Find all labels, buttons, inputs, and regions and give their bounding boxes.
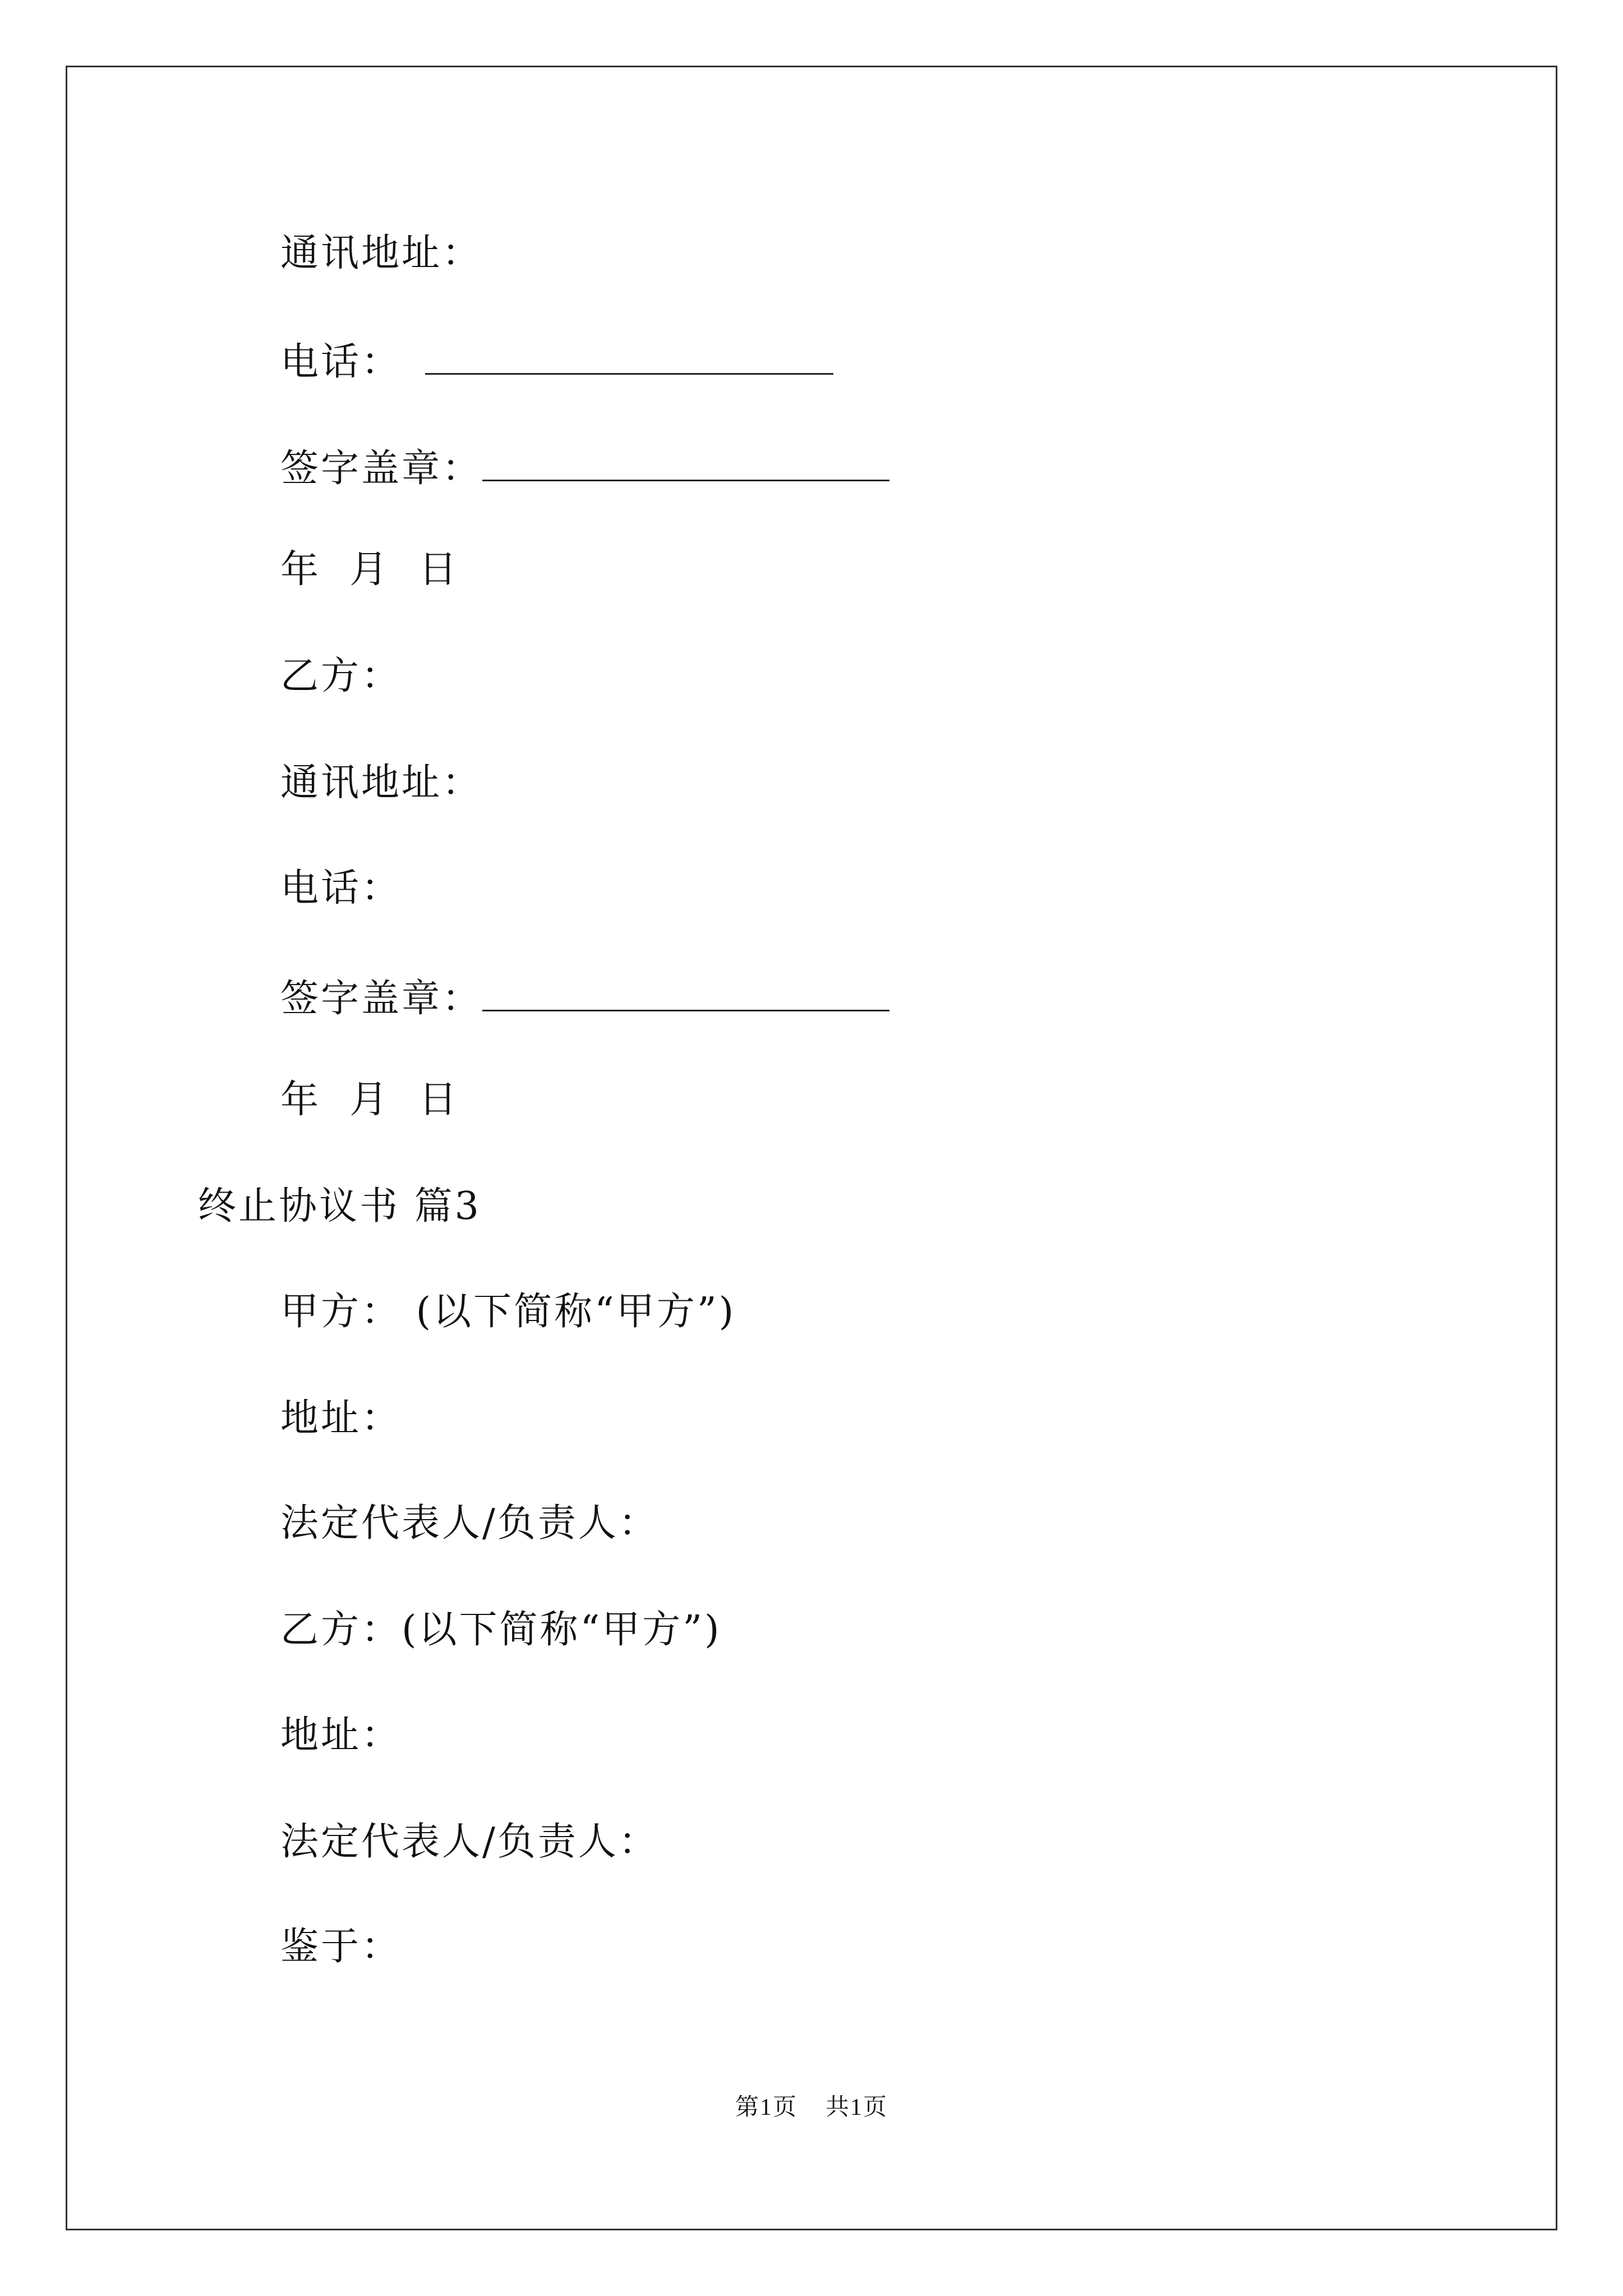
whereas-label: 鉴于： xyxy=(280,1925,402,1969)
signature-label-2: 签字盖章： xyxy=(280,977,483,1021)
address-label-2: 通讯地址： xyxy=(280,761,483,805)
phone-label-2: 电话： xyxy=(280,866,402,910)
text-line-phone-2 xyxy=(280,866,402,910)
address-label-3: 地址： xyxy=(280,1396,402,1441)
legal-rep-label-2: 法定代表人/负责人： xyxy=(280,1820,659,1864)
page-number: 第1页 xyxy=(735,2095,797,2120)
phone-blank-line-1 xyxy=(425,339,833,375)
text-line-date-1 xyxy=(280,547,459,592)
signature-blank-line-2 xyxy=(482,976,889,1011)
party-a-label: 甲方： (以下简称“甲方”) xyxy=(280,1290,736,1334)
text-line-party-b-1 xyxy=(280,654,402,698)
text-line-address-3 xyxy=(280,1396,402,1441)
date-label-2: 年 月 日 xyxy=(280,1078,459,1122)
page-total: 共1页 xyxy=(826,2095,888,2120)
section-heading-text: 终止协议书 篇3 xyxy=(198,1184,481,1228)
text-line-signature-1 xyxy=(280,446,889,491)
text-line-legal-rep-1 xyxy=(280,1501,659,1545)
text-line-party-a xyxy=(280,1290,736,1334)
address-label-4: 地址： xyxy=(280,1713,402,1757)
page-border xyxy=(66,66,1557,2230)
text-line-address-2 xyxy=(280,761,483,805)
signature-label-1: 签字盖章： xyxy=(280,447,483,491)
legal-rep-label-1: 法定代表人/负责人： xyxy=(280,1501,659,1545)
phone-label-1: 电话： xyxy=(280,340,402,384)
signature-blank-line-1 xyxy=(482,446,889,481)
text-line-date-2 xyxy=(280,1078,459,1122)
date-label-1: 年 月 日 xyxy=(280,547,459,592)
text-line-signature-2 xyxy=(280,976,889,1021)
text-line-whereas xyxy=(280,1925,402,1969)
text-line-address-1 xyxy=(280,231,483,275)
text-line-party-b-2 xyxy=(280,1608,722,1652)
text-line-legal-rep-2 xyxy=(280,1820,659,1864)
text-line-phone-1 xyxy=(280,339,833,384)
address-label-1: 通讯地址： xyxy=(280,231,483,275)
text-line-address-4 xyxy=(280,1713,402,1757)
party-b-label-1: 乙方： xyxy=(280,654,402,698)
page-footer xyxy=(0,2088,1623,2122)
section-heading xyxy=(198,1184,481,1228)
party-b-label-2: 乙方：(以下简称“甲方”) xyxy=(280,1608,722,1652)
